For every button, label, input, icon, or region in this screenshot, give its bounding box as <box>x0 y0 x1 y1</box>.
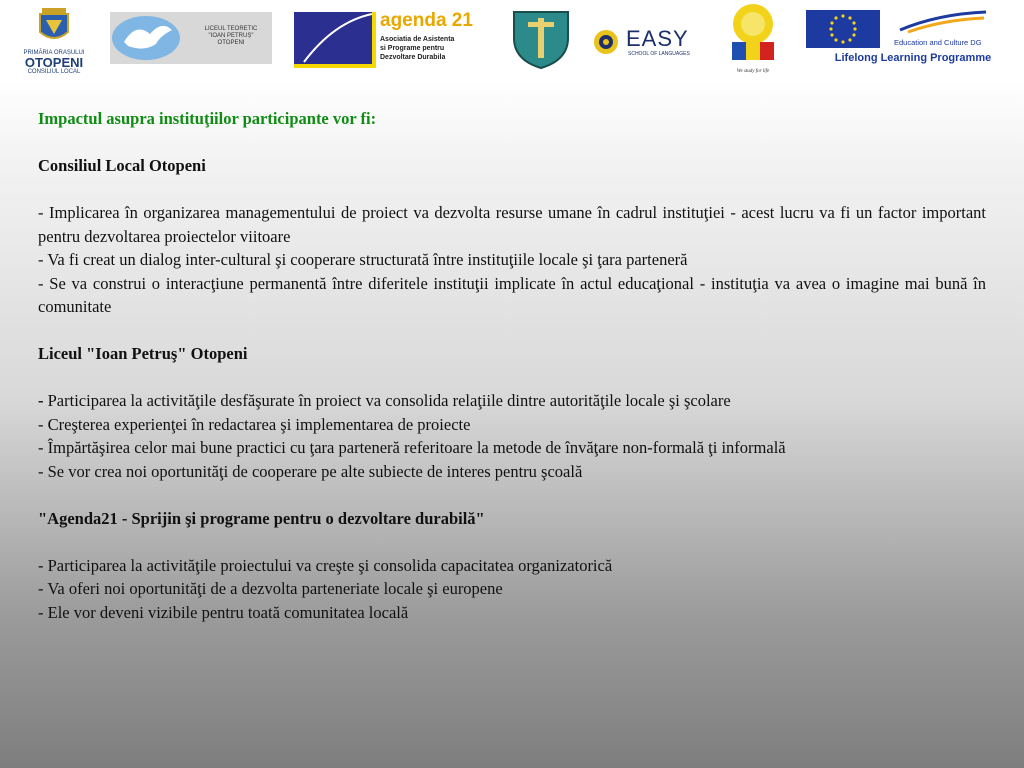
easy-logo <box>590 26 700 60</box>
shield-icon <box>508 8 574 72</box>
section-line: - Participarea la activităţile desfăşurate în proiect va consolida relaţiile dintre autorităţile locale şi şcolare <box>38 391 731 410</box>
liceu-text: LICEUL TEORETIC "IOAN PETRUȘ" OTOPENI <box>204 26 258 46</box>
section-line: - Implicarea în organizarea managementului de proiect va dezvolta resurse umane în cadrul instituţiei - acest lucru va fi un factor important pentru dezvoltarea proiectelor viitoare <box>38 203 986 246</box>
easy-text: EASY <box>626 26 689 51</box>
eu-lifelong-learning-logo <box>806 10 1020 70</box>
sunflower-icon <box>722 2 784 64</box>
page-heading: Impactul asupra instituţiilor participante vor fi: <box>38 109 377 128</box>
section-line: - Se vor crea noi oportunităţi de cooperare pe alte subiecte de interes pentru şcoală <box>38 461 583 481</box>
section-title-agenda21: "Agenda21 - Sprijin şi programe pentru o dezvoltare durabilă" <box>38 508 485 528</box>
liceu-logo <box>110 12 272 64</box>
sunflower-caption: We study for life <box>736 69 770 74</box>
section-title-liceul: Liceul "Ioan Petruş" Otopeni <box>38 344 248 363</box>
logo-bar <box>0 0 1024 80</box>
primaria-line2: OTOPENI <box>24 55 84 70</box>
section-line-text: Participarea la activităţile desfăşurate în proiect va consolida relaţiile dintre autorităţile locale şi şcolare <box>47 391 731 410</box>
primaria-otopeni-logo <box>12 6 96 75</box>
agenda21-title: agenda 21 <box>380 10 473 31</box>
dove-icon <box>110 12 186 64</box>
section-line: - Se va construi o interacţiune permanentă între diferitele instituţii implicate în actul educaţional - instituţia va avea o imagine mai bună în comunitate <box>38 273 986 316</box>
primaria-line3: CONSILIUL LOCAL <box>27 69 81 75</box>
eu-flag-icon <box>806 10 880 48</box>
section-title-consiliul: Consiliul Local Otopeni <box>38 156 206 175</box>
primaria-line1: PRIMĂRIA ORAȘULUI <box>23 50 85 56</box>
eu-dg-text: Education and Culture DG <box>894 38 982 47</box>
spiral-icon <box>590 28 622 56</box>
easy-sub: SCHOOL OF LANGUAGES <box>628 51 690 57</box>
section-line: - Ele vor deveni vizibile pentru toată comunitatea locală <box>38 602 409 622</box>
section-line: - Participarea la activităţile proiectului va creşte şi consolida capacitatea organizatorică <box>38 555 613 575</box>
section-line: - Împărtăşirea celor mai bune practici cu ţara parteneră referitoare la metode de învăţare non-formală ţi informală <box>38 438 786 457</box>
section-line: - Creşterea experienţei în redactarea şi implementarea de proiecte <box>38 414 471 434</box>
school-emblem-logo <box>508 8 574 72</box>
agenda21-line1: Asociatia de Asistenta <box>380 36 455 43</box>
coat-of-arms-icon <box>12 6 96 46</box>
eu-programme-text: Lifelong Learning Programme <box>834 52 992 64</box>
swoosh-icon <box>898 10 988 34</box>
section-line: - Va fi creat un dialog inter-cultural şi cooperare structurată între instituţiile locale şi ţara parteneră <box>38 250 688 269</box>
section-line: - Va oferi noi oportunităţi de a dezvolta parteneriate locale şi europene <box>38 579 503 598</box>
agenda21-line2: si Programe pentru <box>380 45 445 52</box>
sunflower-logo <box>722 2 784 76</box>
agenda21-line3: Dezvoltare Durabila <box>380 54 446 61</box>
agenda21-emblem-icon <box>294 12 376 68</box>
agenda21-logo <box>294 12 494 68</box>
main-content <box>38 107 986 624</box>
